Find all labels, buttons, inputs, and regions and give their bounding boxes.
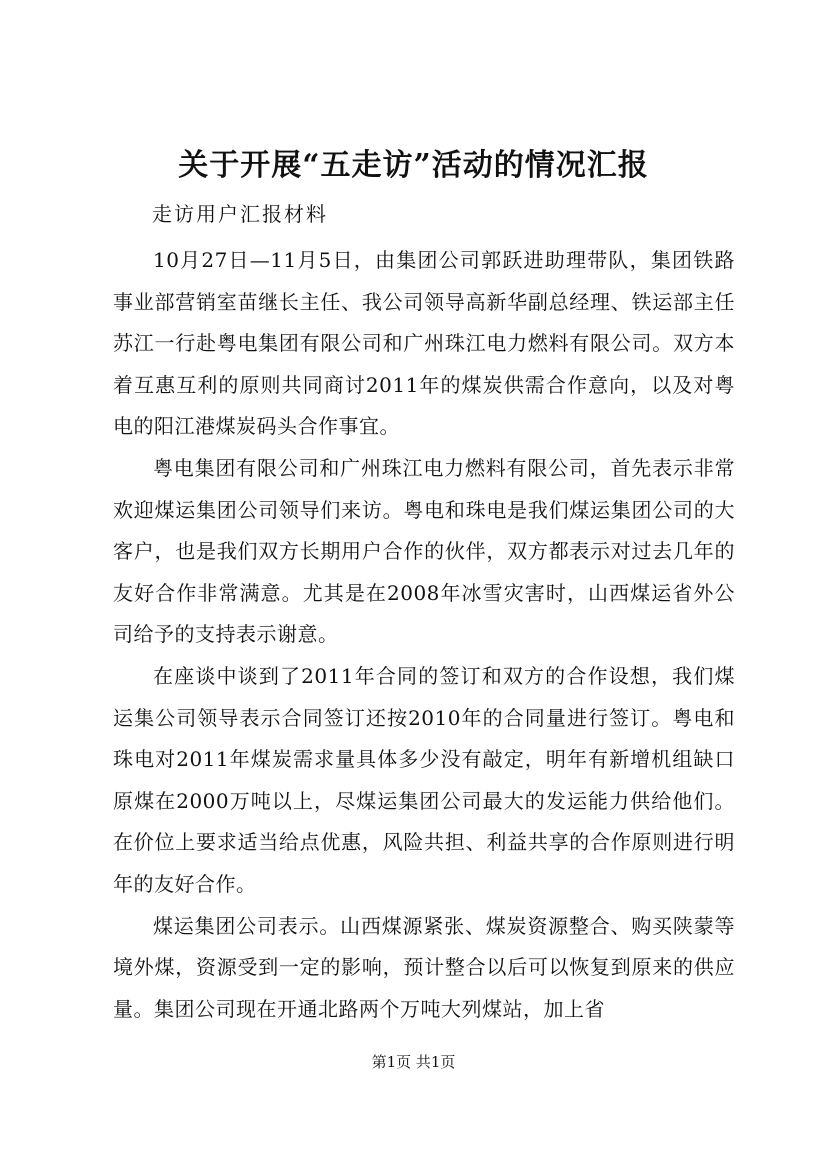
paragraph: 煤运集团公司表示。山西煤源紧张、煤炭资源整合、购买陕蒙等境外煤，资源受到一定的影响，预计整合以后可以恢复到原来的供应量。集团公司现在开通北路两个万吨大列煤站，加上省 xyxy=(113,913,735,1021)
paragraph: 在座谈中谈到了2011年合同的签订和双方的合作设想，我们煤运集公司领导表示合同签订还按2010年的合同量进行签订。粤电和珠电对2011年煤炭需求量具体多少没有敲定，明年有新增机组缺口原煤在2000万吨以上，尽煤运集团公司最大的发运能力供给他们。在价位上要求适当给点优惠，风险共担、利益共享的合作原则进行明年的友好合作。 xyxy=(113,663,735,896)
document-body xyxy=(113,240,735,1030)
page-footer: 第1页 共1页 xyxy=(371,1053,456,1071)
document-title: 关于开展“五走访”活动的情况汇报 xyxy=(178,148,649,183)
paragraph: 10月27日—11月5日，由集团公司郭跃进助理带队，集团铁路事业部营销室苗继长主任、我公司领导高新华副总经理、铁运部主任苏江一行赴粤电集团有限公司和广州珠江电力燃料有限公司。双方本着互惠互利的原则共同商讨2011年的煤炭供需合作意向，以及对粤电的阳江港煤炭码头合作事宜。 xyxy=(113,248,735,439)
document-subtitle: 走访用户汇报材料 xyxy=(152,202,328,226)
paragraph: 粤电集团有限公司和广州珠江电力燃料有限公司，首先表示非常欢迎煤运集团公司领导们来访。粤电和珠电是我们煤运集团公司的大客户，也是我们双方长期用户合作的伙伴，双方都表示对过去几年的友好合作非常满意。尤其是在2008年冰雪灾害时，山西煤运省外公司给予的支持表示谢意。 xyxy=(113,455,735,647)
